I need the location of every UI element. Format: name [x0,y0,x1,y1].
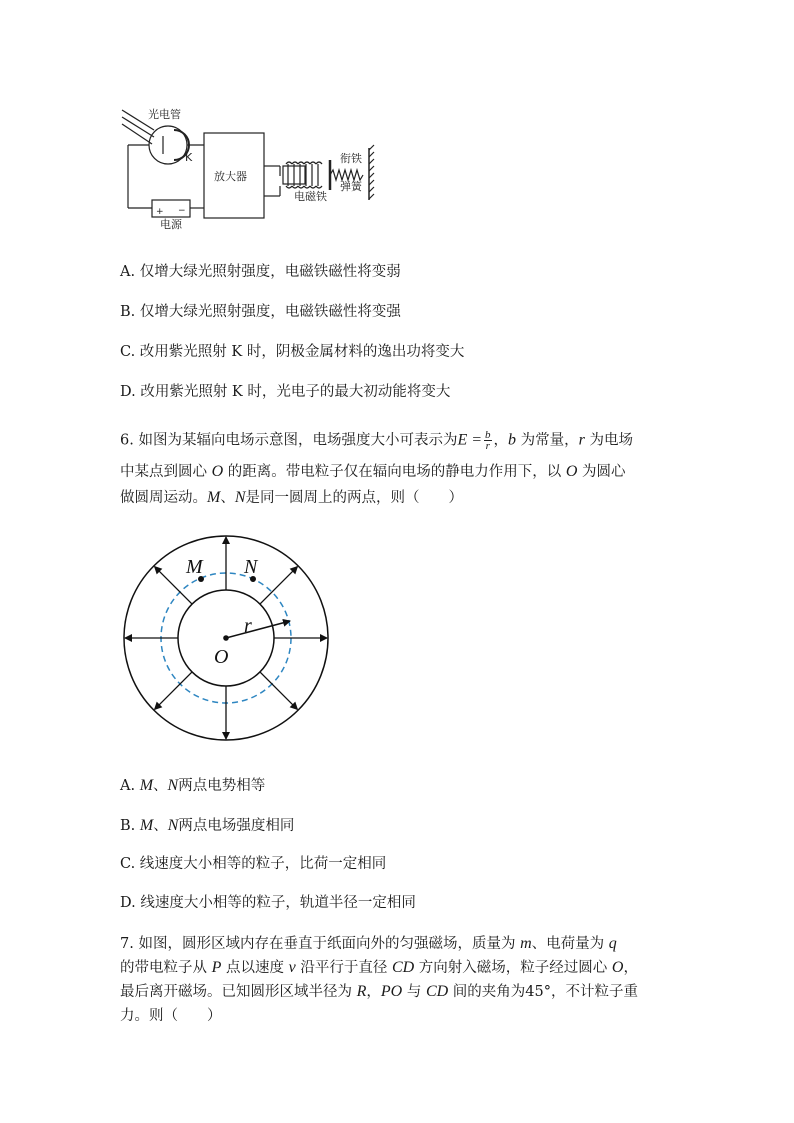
radial-field-diagram [118,532,338,752]
minus-sign: − [178,206,186,216]
radius-arrow [226,621,290,638]
q5-option-d: D. 改用紫光照射 K 时，光电子的最大初动能将变大 [120,384,451,400]
power-label: 电源 [160,218,182,231]
label-r: r [244,615,252,637]
field-line-arrow [155,672,192,709]
q6-option-c: C. 线速度大小相等的粒子，比荷一定相同 [120,856,387,872]
cathode-label: K [185,151,193,164]
label-m: M [186,556,203,578]
spring [330,170,363,180]
q6-stem-line1: 6. 如图为某辐向电场示意图，电场强度大小可表示为E = $\frac{b}{r}$ ，b 为常量，r 为电场 [120,429,633,452]
formula-lhs: E = [457,431,483,449]
coil [286,162,322,164]
label-o: O [214,646,229,668]
armature-label: 衔铁 [340,152,362,165]
spring-label: 弹簧 [340,180,362,193]
formula-fraction: $\frac{b}{r}$ [485,429,491,452]
q7-stem-line4: 力。则（ ） [120,1008,222,1024]
q6-option-b: B. M、N两点电场强度相同 [120,817,295,834]
q7-stem-line2: 的带电粒子从 P 点以速度 v 沿平行于直径 CD 方向射入磁场，粒子经过圆心 O， [120,959,638,976]
q5-option-a: A. 仅增大绿光照射强度，电磁铁磁性将变弱 [120,264,401,280]
q7-stem-line3: 最后离开磁场。已知圆形区域半径为 R，PO 与 CD 间的夹角为45°，不计粒子重 [120,983,638,1000]
q5-option-b: B. 仅增大绿光照射强度，电磁铁磁性将变强 [120,304,401,320]
q6-option-a: A. M、N两点电势相等 [120,777,266,794]
q6-stem-line3: 做圆周运动。M、N是同一圆周上的两点，则（ ） [120,489,463,506]
q6-stem-line2: 中某点到圆心 O 的距离。带电粒子仅在辐向电场的静电力作用下，以 O 为圆心 [120,463,626,480]
plus-sign: + [156,207,164,217]
circuit-diagram [118,100,388,235]
q6-option-d: D. 线速度大小相等的粒子，轨道半径一定相同 [120,895,416,911]
electromagnet-label: 电磁铁 [294,190,327,203]
q7-stem-line1: 7. 如图，圆形区域内存在垂直于纸面向外的匀强磁场，质量为 m、电荷量为 q [120,935,617,952]
field-line-arrow [260,567,297,604]
phototube-label: 光电管 [148,108,181,121]
center-dot [223,635,229,641]
amplifier-label: 放大器 [214,170,247,183]
label-n: N [244,556,258,578]
q5-option-c: C. 改用紫光照射 K 时，阴极金属材料的逸出功将变大 [120,344,465,360]
field-line-arrow [260,672,297,709]
